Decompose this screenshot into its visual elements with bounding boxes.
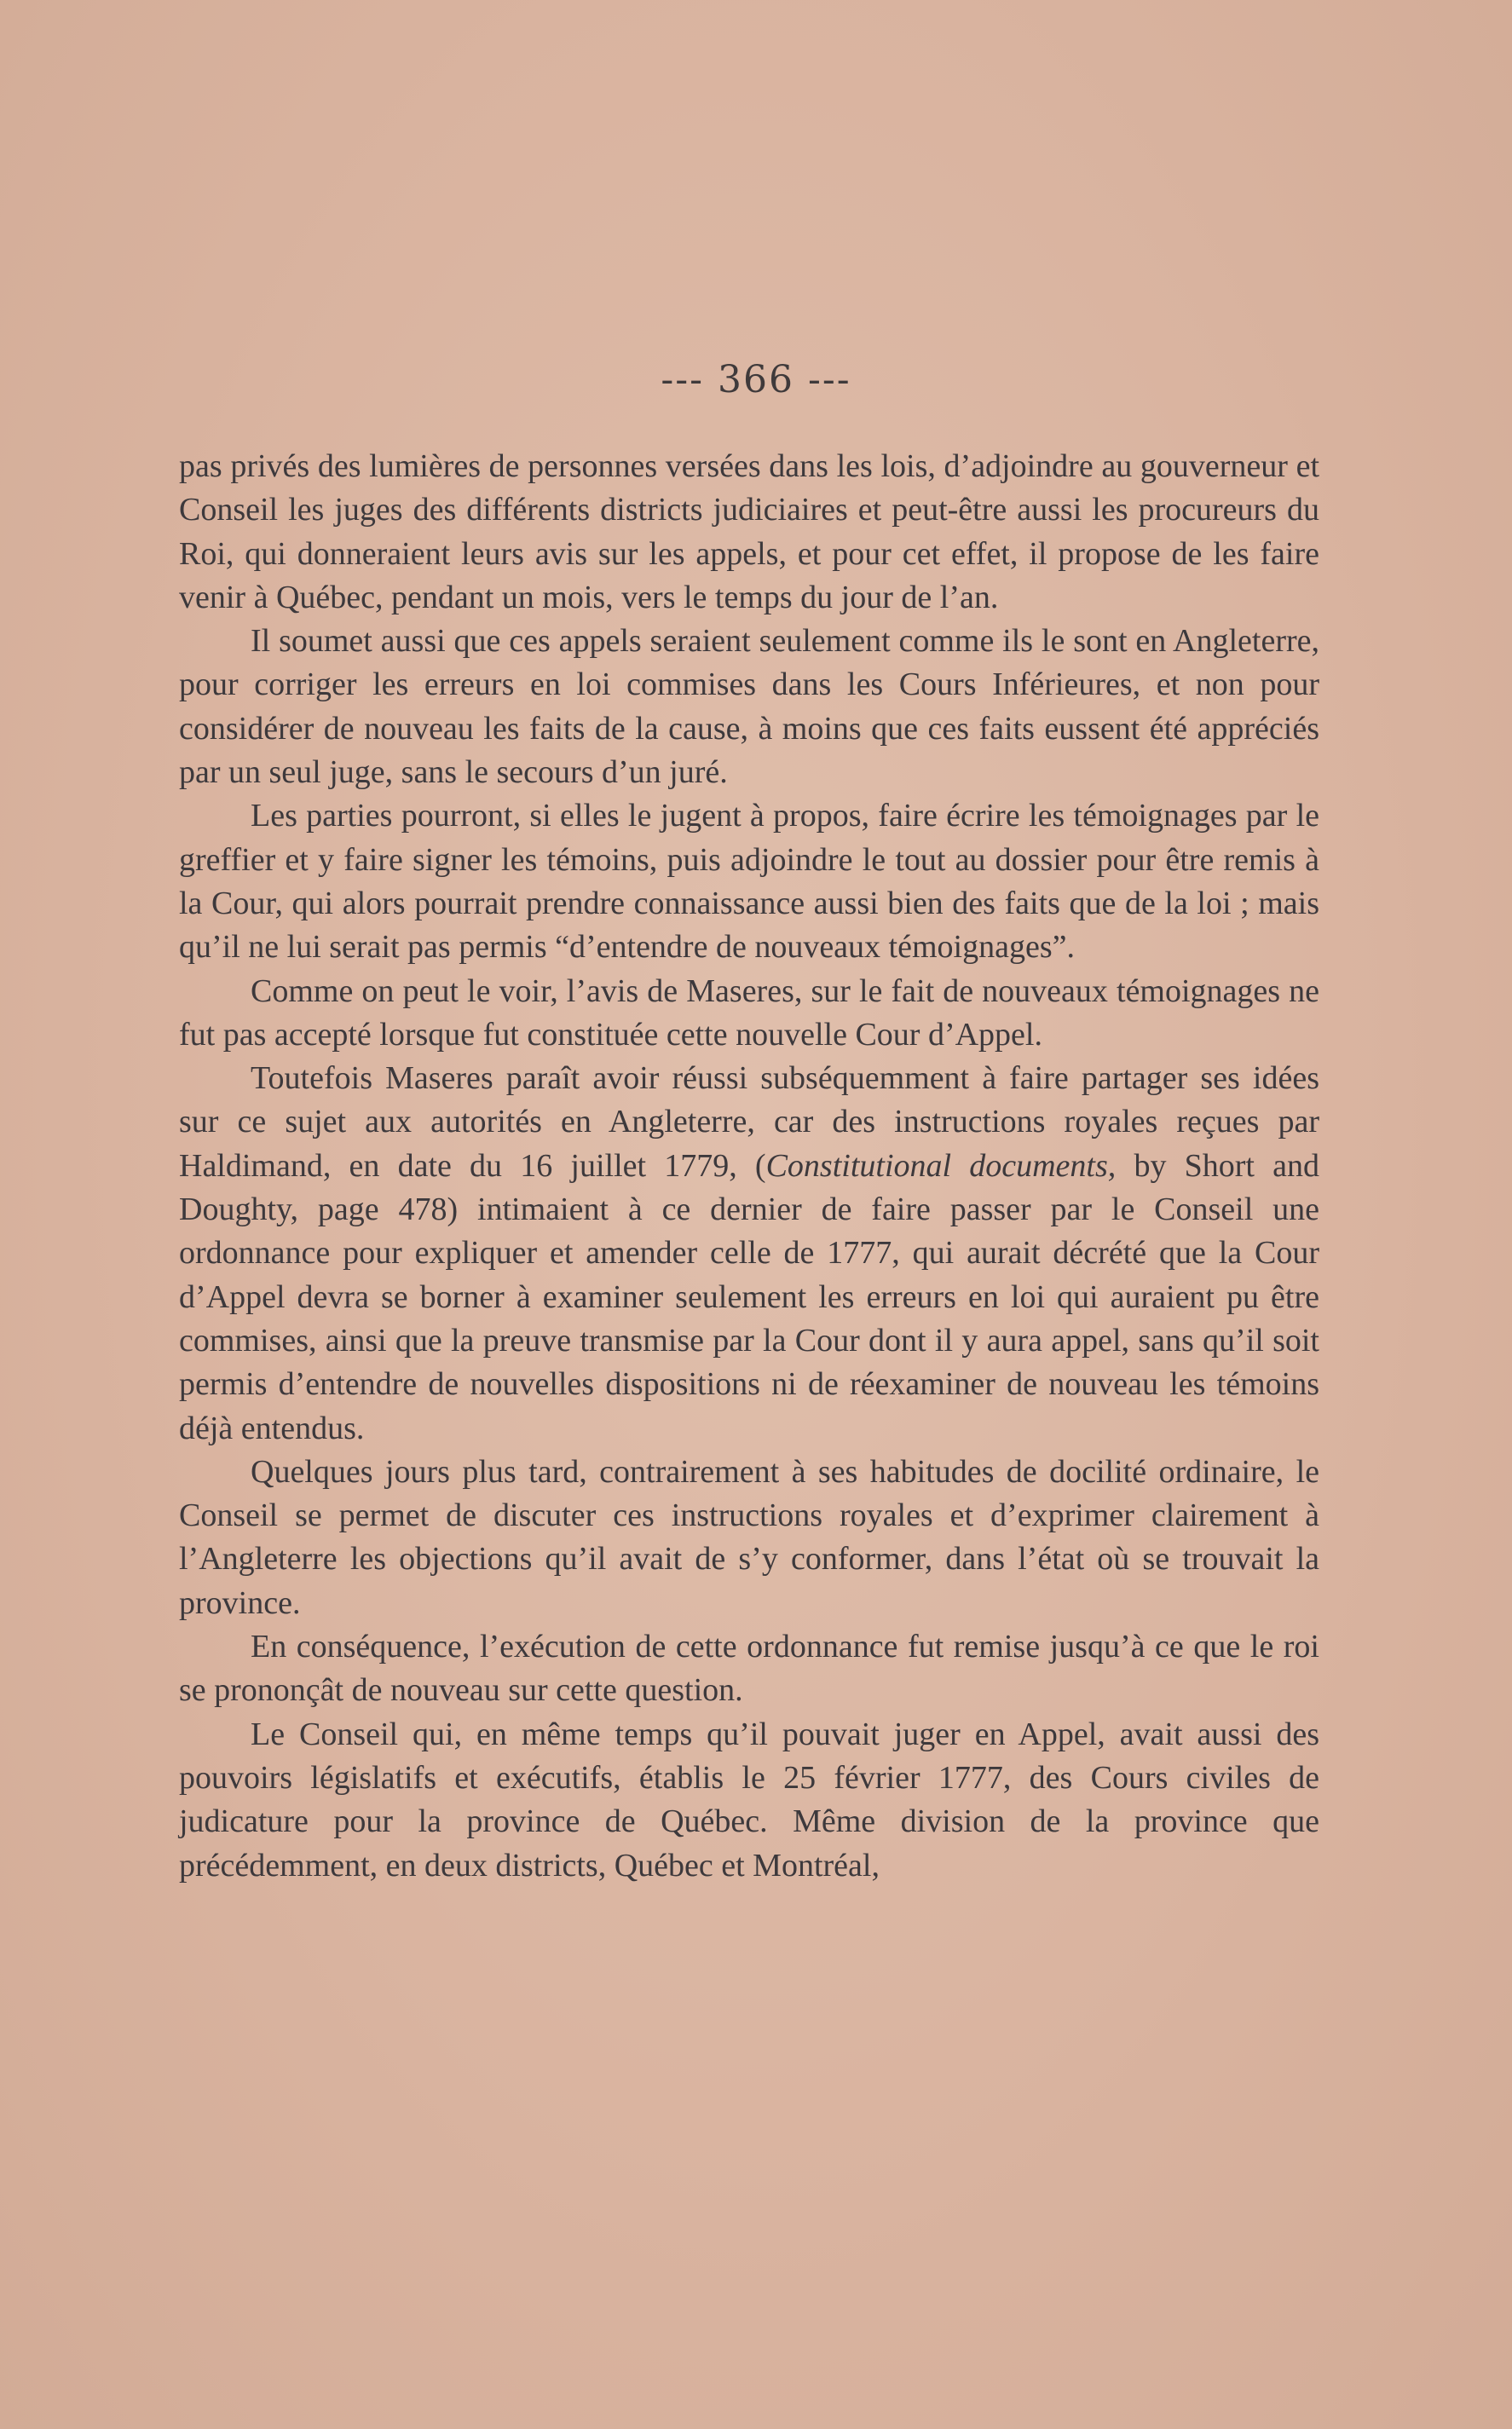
paragraph-3: Les parties pourront, si elles le jugent à propos, faire écrire les témoignages par le greffier et y faire signer les témoins, puis adjoindre le tout au dossier pour être remis à la Cour, qui alors pourrait prendre connaissance aussi bien des faits que de la loi ; mais qu’il ne lui serait pas permis “d’entendre de nouveaux témoignages”.: [179, 798, 1319, 966]
paragraph-5-text-start: Toutefois Maseres paraît avoir réussi subséquemment à faire partager ses idées sur ce sujet aux autorités en Angleterre, car des instructions royales reçues par Haldimand, en date du 16 juillet 1779, (: [179, 1060, 1319, 1184]
body-text: [179, 445, 1319, 1888]
paragraph-7: En conséquence, l’exécution de cette ordonnance fut remise jusqu’à ce que le roi se prononçât de nouveau sur cette question.: [179, 1629, 1319, 1709]
paragraph-4: Comme on peut le voir, l’avis de Maseres, sur le fait de nouveaux témoignages ne fut pas accepté lorsque fut constituée cette nouvelle Cour d’Appel.: [179, 972, 1319, 1053]
paragraph-5-text-end: by Short and Doughty, page 478) intimaient à ce dernier de faire passer par le Conseil une ordonnance pour expliquer et amender celle de 1777, qui aurait décrété que la Cour d’Appel devra se borner à examiner seulement les erreurs en loi qui auraient pu être commises, ainsi que la preuve transmise par la Cour dont il y aura appel, sans qu’il soit permis d’entendre de nouvelles dispositions ni de réexaminer de nouveau les témoins déjà entendus.: [179, 1147, 1320, 1446]
paragraph-6: Quelques jours plus tard, contrairement à ses habitudes de docilité ordinaire, le Conseil se permet de discuter ces instructions royales et d’exprimer clairement à l’Angleterre les objections qu’il avait de s’y conformer, dans l’état où se trouvait la province.: [179, 1453, 1319, 1621]
paragraph-5: [179, 1057, 1319, 1451]
paragraph-1: pas privés des lumières de personnes versées dans les lois, d’adjoindre au gouverneur et Conseil les juges des différents districts judiciaires et peut-être aussi les procureurs du Roi, qui donneraient leurs avis sur les appels, et pour cet effet, il propose de les faire venir à Québec, pendant un mois, vers le temps du jour de l’an.: [179, 448, 1319, 615]
page-number: --- 366 ---: [661, 358, 851, 401]
paragraph-8: Le Conseil qui, en même temps qu’il pouvait juger en Appel, avait aussi des pouvoirs législatifs et exécutifs, établis le 25 février 1777, des Cours civiles de judicature pour la province de Québec. Même division de la province que précédemment, en deux districts, Québec et Montréal,: [179, 1716, 1319, 1884]
paragraph-2: Il soumet aussi que ces appels seraient seulement comme ils le sont en Angleterre, pour corriger les erreurs en loi commises dans les Cours Inférieures, et non pour considérer de nouveau les faits de la cause, à moins que ces faits eussent été appréciés par un seul juge, sans le secours d’un juré.: [179, 623, 1319, 791]
paragraph-5-italic-title: Constitutional documents,: [765, 1147, 1117, 1184]
